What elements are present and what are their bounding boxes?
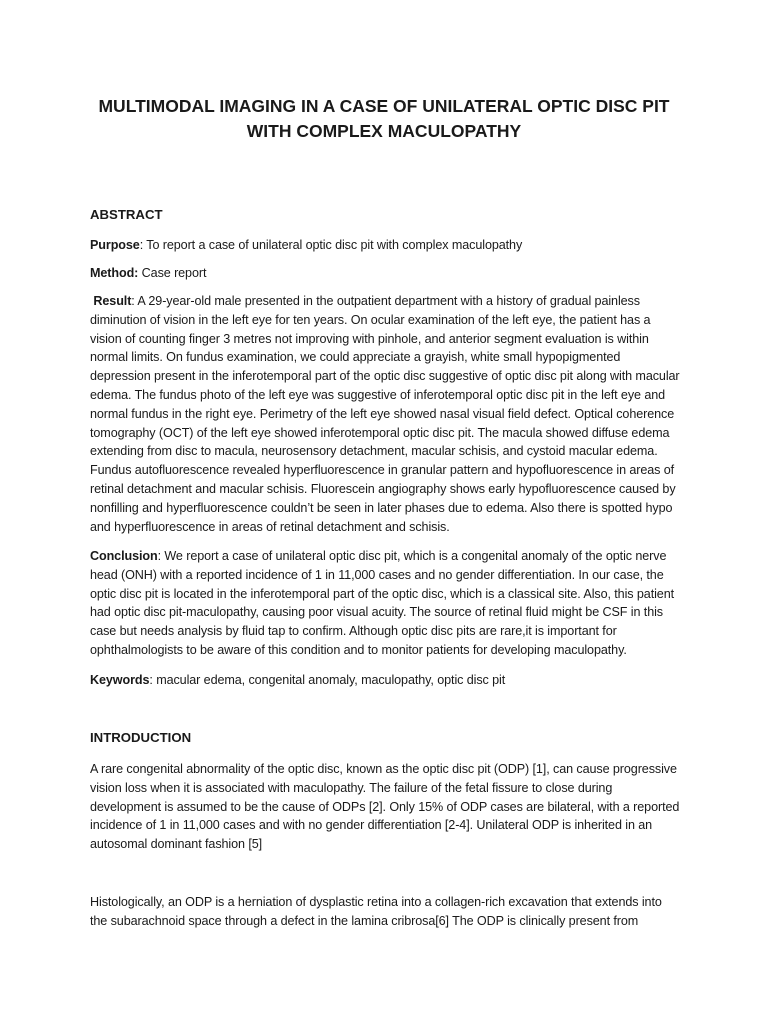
- result-label: Result: [93, 294, 132, 308]
- result-paragraph: [90, 292, 680, 536]
- keywords-label: Keywords: [90, 673, 150, 687]
- paper-title: [90, 94, 678, 144]
- purpose-text: : To report a case of unilateral optic disc pit with complex maculopathy: [139, 238, 523, 252]
- title-line-1: MULTIMODAL IMAGING IN A CASE OF UNILATERAL OPTIC DISC PIT: [98, 96, 670, 116]
- result-text: : A 29-year-old male presented in the outpatient department with a history of gradual painless diminution of vision in the left eye for ten years. On ocular examination of the left eye, the patient has a vision of counting finger 3 metres not improving with pinhole, and anterior segment evaluation is within normal limits. On fundus examination, we could appreciate a grayish, white small hypopigmented depression present in the inferotemporal part of the optic disc suggestive of optic disc pit along with macular edema. The fundus photo of the left eye was suggestive of inferotemporal optic disc pit in the left eye and normal fundus in the right eye. Perimetry of the left eye showed nasal visual field defect. Optical coherence tomography (OCT) of the left eye showed inferotemporal optic disc pit. The macula showed diffuse edema extending from disc to macula, neurosensory detachment, macular schisis, and cystoid macular edema. Fundus autofluorescence revealed hyperfluorescence in granular pattern and hypofluorescence in areas of retinal detachment and macular schisis. Fluorescein angiography shows early hypofluorescence caused by nonfilling and hyperfluorescence couldn’t be seen in later phases due to edema. Also there is spotted hypo and hyperfluorescence in areas of retinal detachment and schisis.: [90, 294, 680, 534]
- method-label: Method:: [90, 266, 139, 280]
- introduction-paragraph-2: Histologically, an ODP is a herniation of dysplastic retina into a collagen-rich excavation that extends into the subarachnoid space through a defect in the lamina cribrosa[6] The ODP is clinically present from: [90, 895, 662, 928]
- conclusion-label: Conclusion: [90, 549, 158, 563]
- method-text: Case report: [138, 266, 207, 280]
- introduction-paragraph-1: A rare congenital abnormality of the optic disc, known as the optic disc pit (ODP) [1], can cause progressive vision loss when it is associated with maculopathy. The failure of the fetal fissure to close during development is assumed to be the cause of ODPs [2]. Only 15% of ODP cases are bilateral, with a reported incidence of 1 in 11,000 cases and with no gender differentiation [2-4]. Unilateral ODP is inherited in an autosomal dominant fashion [5]: [90, 762, 680, 852]
- introduction-heading: INTRODUCTION: [90, 730, 192, 745]
- keywords-text: : macular edema, congenital anomaly, maculopathy, optic disc pit: [149, 673, 506, 687]
- abstract-heading: ABSTRACT: [90, 207, 163, 222]
- conclusion-paragraph: [90, 547, 680, 660]
- purpose-label: Purpose: [90, 238, 140, 252]
- conclusion-text: : We report a case of unilateral optic disc pit, which is a congenital anomaly of the optic nerve head (ONH) with a reported incidence of 1 in 11,000 cases and no gender differentiation. In our case, the optic disc pit is located in the inferotemporal part of the optic disc, which is a classical site. Also, this patient had optic disc pit-maculopathy, causing poor visual acuity. The source of retinal fluid might be CSF in this case but needs analysis by fluid tap to confirm. Although optic disc pits are rare,it is important for ophthalmologists to be aware of this condition and to monitor patients for developing maculopathy.: [90, 549, 674, 657]
- purpose-paragraph: [90, 236, 680, 255]
- keywords-paragraph: [90, 671, 680, 690]
- title-line-2: WITH COMPLEX MACULOPATHY: [246, 121, 522, 141]
- method-paragraph: [90, 264, 680, 283]
